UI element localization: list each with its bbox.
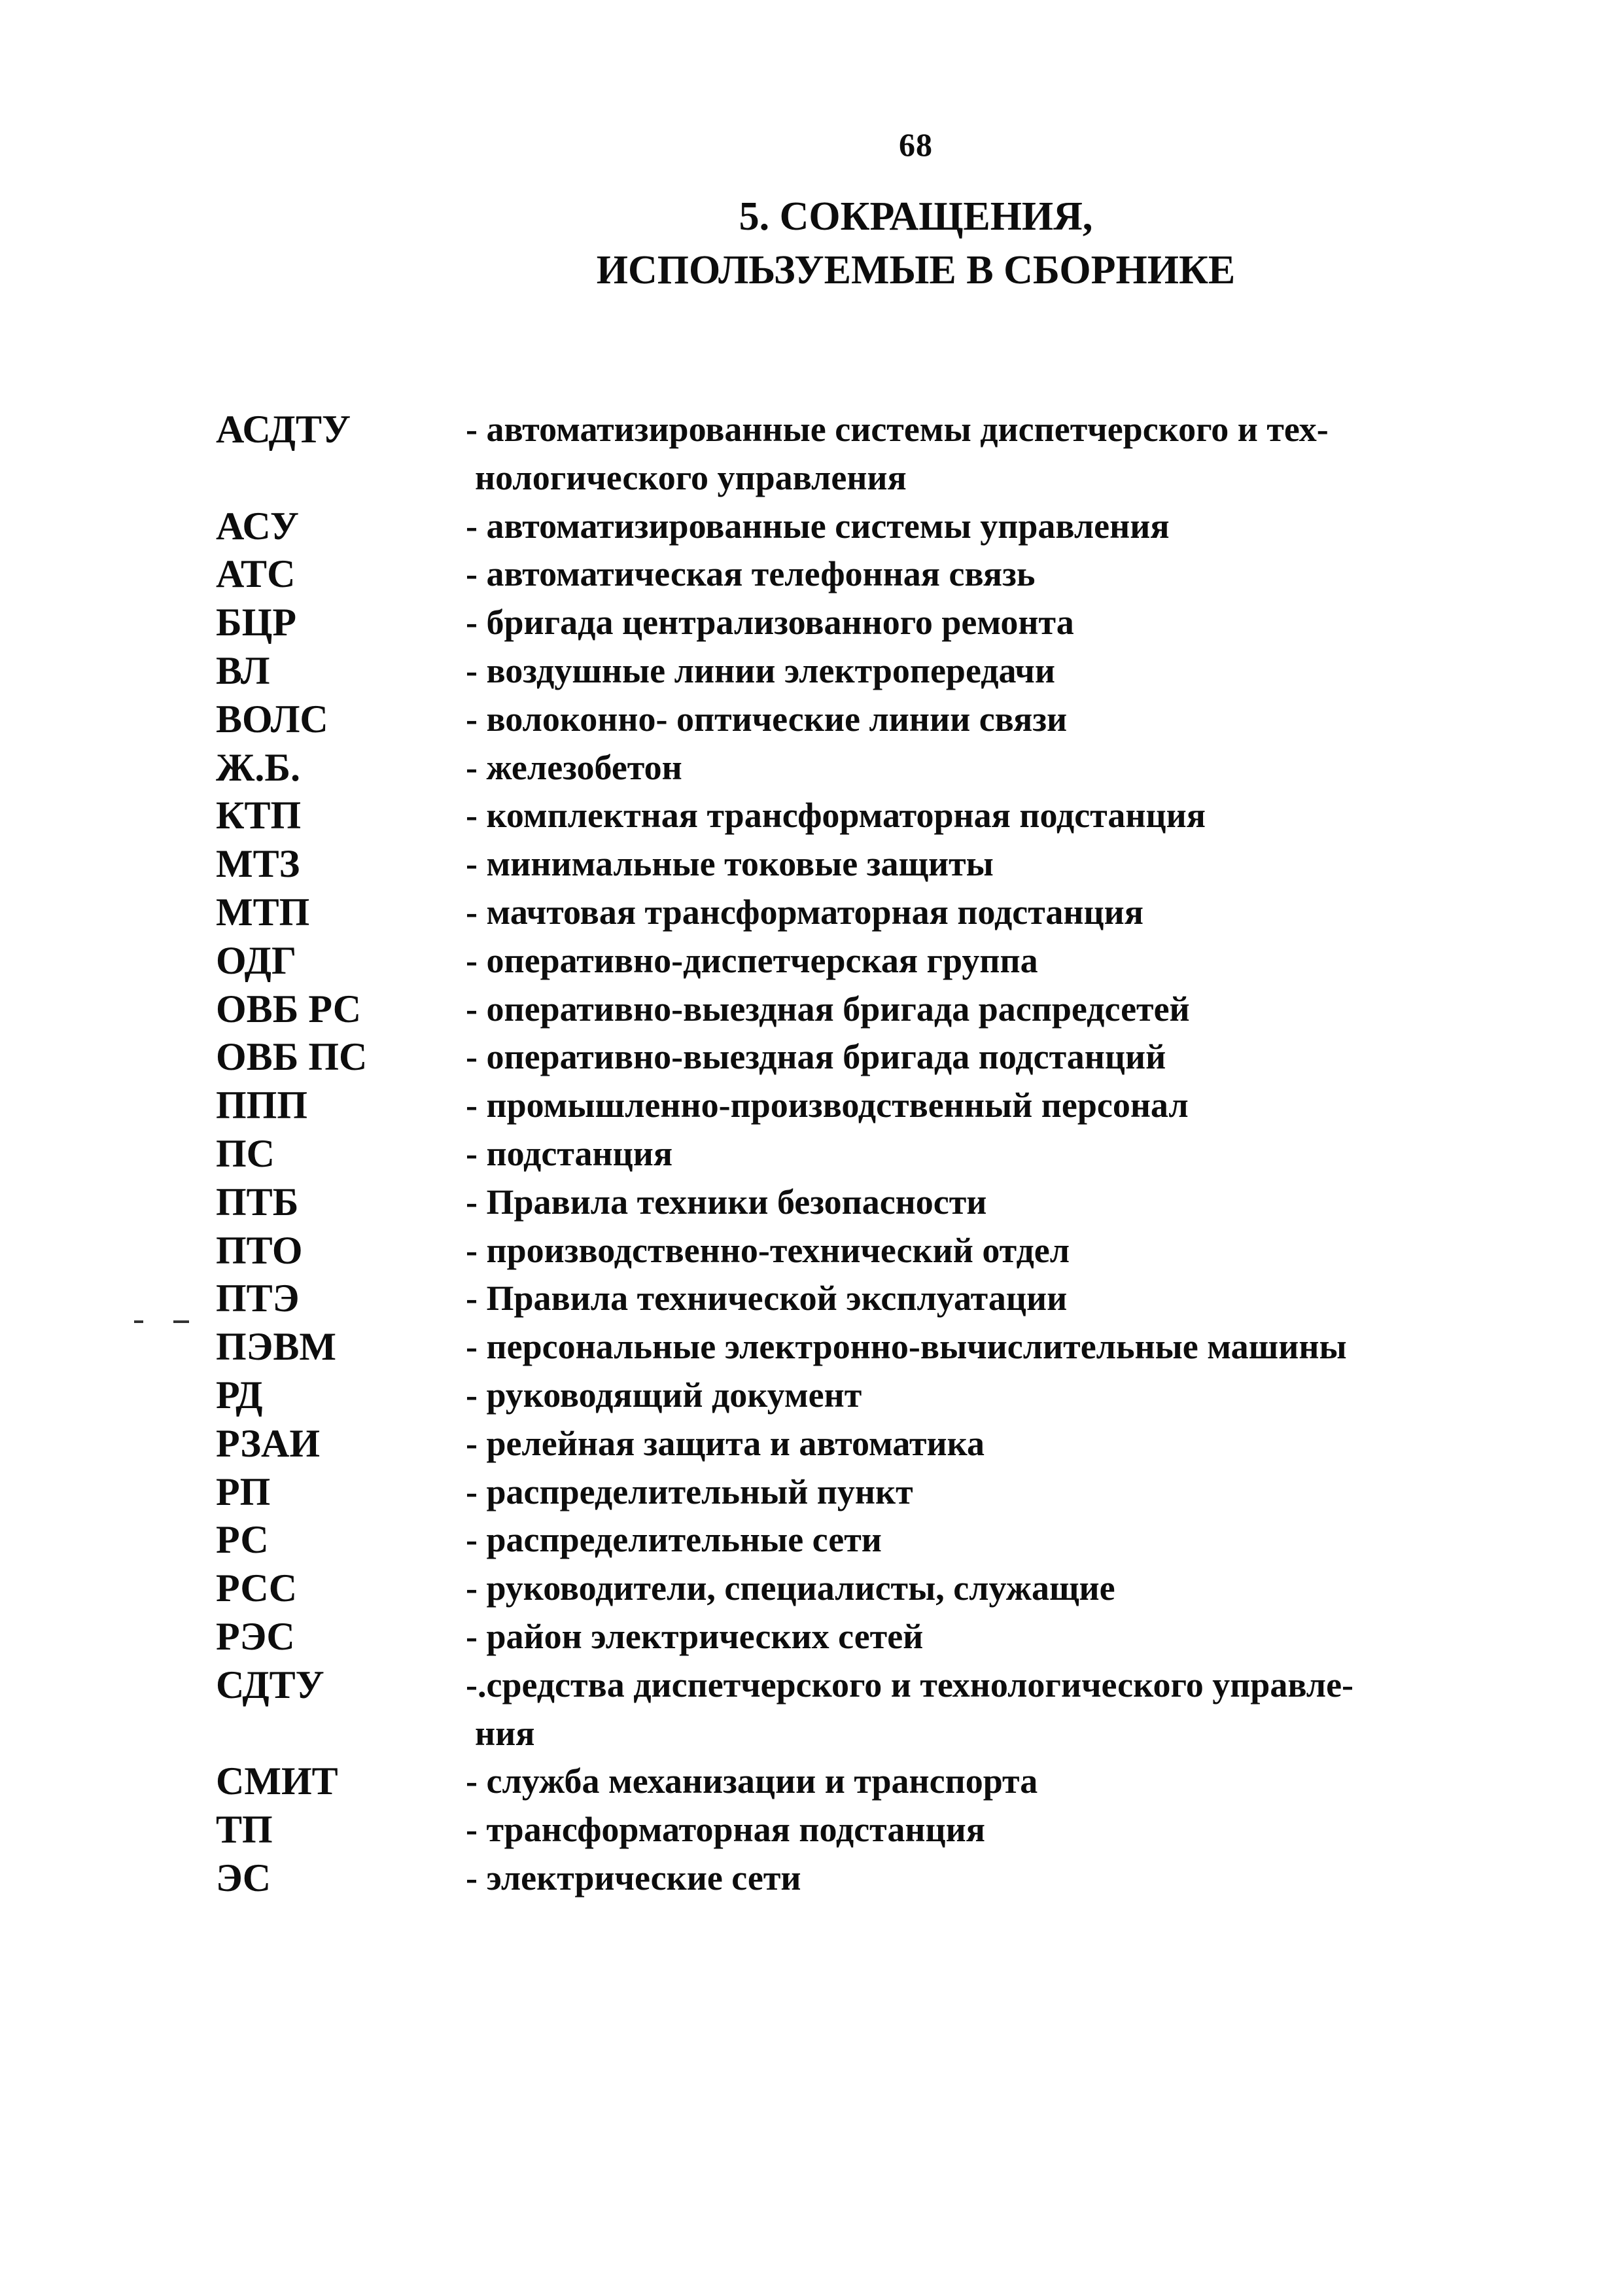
definition-line (466, 406, 1465, 454)
abbreviation-term: ПТБ (216, 1180, 299, 1224)
abbreviation-row (216, 1323, 1465, 1371)
abbreviation-row (216, 550, 1465, 599)
abbreviation-list (216, 406, 1465, 1903)
abbreviation-row (216, 1275, 1465, 1323)
abbreviation-term: КТП (216, 794, 302, 838)
abbreviation-term: ПЭВМ (216, 1325, 337, 1369)
abbreviation-definition (466, 406, 1465, 503)
abbreviation-term: АТС (216, 552, 296, 596)
abbreviation-term: АСДТУ (216, 408, 351, 451)
abbreviation-definition: - оперативно-выездная бригада подстанций (466, 1037, 1166, 1077)
abbreviation-term: РЭС (216, 1614, 295, 1658)
section-heading-line-1: 5. СОКРАЩЕНИЯ, (739, 194, 1093, 239)
abbreviation-term: Ж.Б. (216, 745, 300, 789)
abbreviation-definition: - минимальные токовые защиты (466, 844, 994, 884)
abbreviation-row (216, 1613, 1465, 1661)
abbreviation-row (216, 1757, 1465, 1806)
abbreviation-definition: - железобетон (466, 747, 682, 787)
abbreviation-definition: - трансформаторная подстанция (466, 1810, 985, 1850)
abbreviation-term: ПТО (216, 1228, 303, 1272)
abbreviation-term: ОВБ ПС (216, 1035, 368, 1079)
abbreviation-definition: - автоматизированные системы управления (466, 506, 1170, 546)
definition-hyphenated-part: тех- (1266, 410, 1329, 449)
abbreviation-row (216, 1661, 1465, 1758)
section-heading-line-2: ИСПОЛЬЗУЕМЫЕ В СБОРНИКЕ (596, 248, 1236, 292)
scan-artifact-marks (134, 1320, 193, 1327)
definition-continuation: нологического управления (475, 457, 907, 497)
abbreviation-term: МТП (216, 890, 310, 934)
abbreviation-term: ОДГ (216, 938, 297, 982)
definition-continuation: ния (475, 1713, 535, 1753)
abbreviation-row (216, 1178, 1465, 1227)
abbreviation-term: РЗАИ (216, 1421, 321, 1465)
abbreviation-row (216, 1227, 1465, 1275)
abbreviation-definition: - Правила технической эксплуатации (466, 1279, 1068, 1318)
abbreviation-definition: - подстанция (466, 1133, 673, 1173)
abbreviation-row (216, 1420, 1465, 1468)
abbreviation-row (216, 1854, 1465, 1903)
abbreviation-row (216, 503, 1465, 551)
abbreviation-definition: - релейная защита и автоматика (466, 1423, 985, 1463)
abbreviation-row (216, 1806, 1465, 1854)
definition-line: -.средства диспетчерского и технологического управле- (466, 1665, 1354, 1704)
abbreviation-row (216, 840, 1465, 889)
abbreviation-row (216, 647, 1465, 696)
abbreviation-definition: - автоматическая телефонная связь (466, 554, 1036, 594)
abbreviation-definition: - распределительный пункт (466, 1472, 913, 1511)
abbreviation-term: СДТУ (216, 1663, 324, 1706)
page-number: 68 (899, 126, 933, 163)
abbreviation-term: ТП (216, 1808, 273, 1852)
abbreviation-term: ВЛ (216, 648, 270, 692)
abbreviation-definition: - электрические сети (466, 1858, 801, 1898)
abbreviation-row (216, 1564, 1465, 1613)
abbreviation-row (216, 1371, 1465, 1420)
abbreviation-term: ППП (216, 1084, 308, 1127)
abbreviation-definition: - служба механизации и транспорта (466, 1761, 1038, 1801)
abbreviation-definition: - комплектная трансформаторная подстанция (466, 796, 1206, 836)
abbreviation-definition: - бригада централизованного ремонта (466, 603, 1074, 643)
abbreviation-term: БЦР (216, 601, 296, 645)
abbreviation-term: РСС (216, 1566, 298, 1610)
abbreviation-term: МТЗ (216, 842, 300, 886)
abbreviation-row (216, 889, 1465, 937)
abbreviation-definition: - оперативно-диспетчерская группа (466, 940, 1038, 980)
abbreviation-definition: - волоконно- оптические линии связи (466, 699, 1068, 739)
abbreviation-term: АСУ (216, 504, 299, 548)
abbreviation-term: ЭС (216, 1856, 271, 1899)
abbreviation-definition: - район электрических сетей (466, 1616, 924, 1656)
abbreviation-term: ПТЭ (216, 1277, 300, 1320)
abbreviation-row (216, 1082, 1465, 1130)
abbreviation-row (216, 696, 1465, 744)
abbreviation-term: ОВБ РС (216, 987, 362, 1031)
abbreviation-row (216, 1033, 1465, 1082)
abbreviation-definition: - производственно-технический отдел (466, 1230, 1070, 1270)
abbreviation-definition: - оперативно-выездная бригада распредсетей (466, 989, 1190, 1029)
abbreviation-row (216, 744, 1465, 792)
section-heading (458, 190, 1374, 297)
abbreviation-row (216, 937, 1465, 985)
abbreviation-term: РД (216, 1373, 263, 1417)
abbreviation-definition: - Правила техники безопасности (466, 1182, 987, 1222)
abbreviation-term: ПС (216, 1131, 275, 1175)
definition-text: - автоматизированные системы диспетчерского и (466, 410, 1258, 449)
abbreviation-definition: - персональные электронно-вычислительные машины (466, 1327, 1347, 1367)
abbreviation-definition: - промышленно-производственный персонал (466, 1086, 1189, 1125)
abbreviation-definition: - мачтовая трансформаторная подстанция (466, 892, 1143, 932)
abbreviation-definition (466, 1661, 1465, 1758)
abbreviation-term: ВОЛС (216, 697, 328, 741)
abbreviation-definition: - руководящий документ (466, 1375, 862, 1415)
abbreviation-definition: - руководители, специалисты, служащие (466, 1568, 1115, 1608)
abbreviation-row (216, 1130, 1465, 1178)
abbreviation-term: СМИТ (216, 1759, 338, 1803)
abbreviation-definition: - воздушные линии электропередачи (466, 650, 1055, 690)
abbreviation-term: РП (216, 1470, 271, 1513)
abbreviation-row (216, 599, 1465, 647)
abbreviation-row (216, 985, 1465, 1034)
abbreviation-row (216, 1516, 1465, 1564)
abbreviation-term: РС (216, 1518, 269, 1562)
abbreviation-definition: - распределительные сети (466, 1520, 882, 1560)
abbreviation-row (216, 792, 1465, 840)
abbreviation-row (216, 406, 1465, 503)
abbreviation-row (216, 1468, 1465, 1517)
